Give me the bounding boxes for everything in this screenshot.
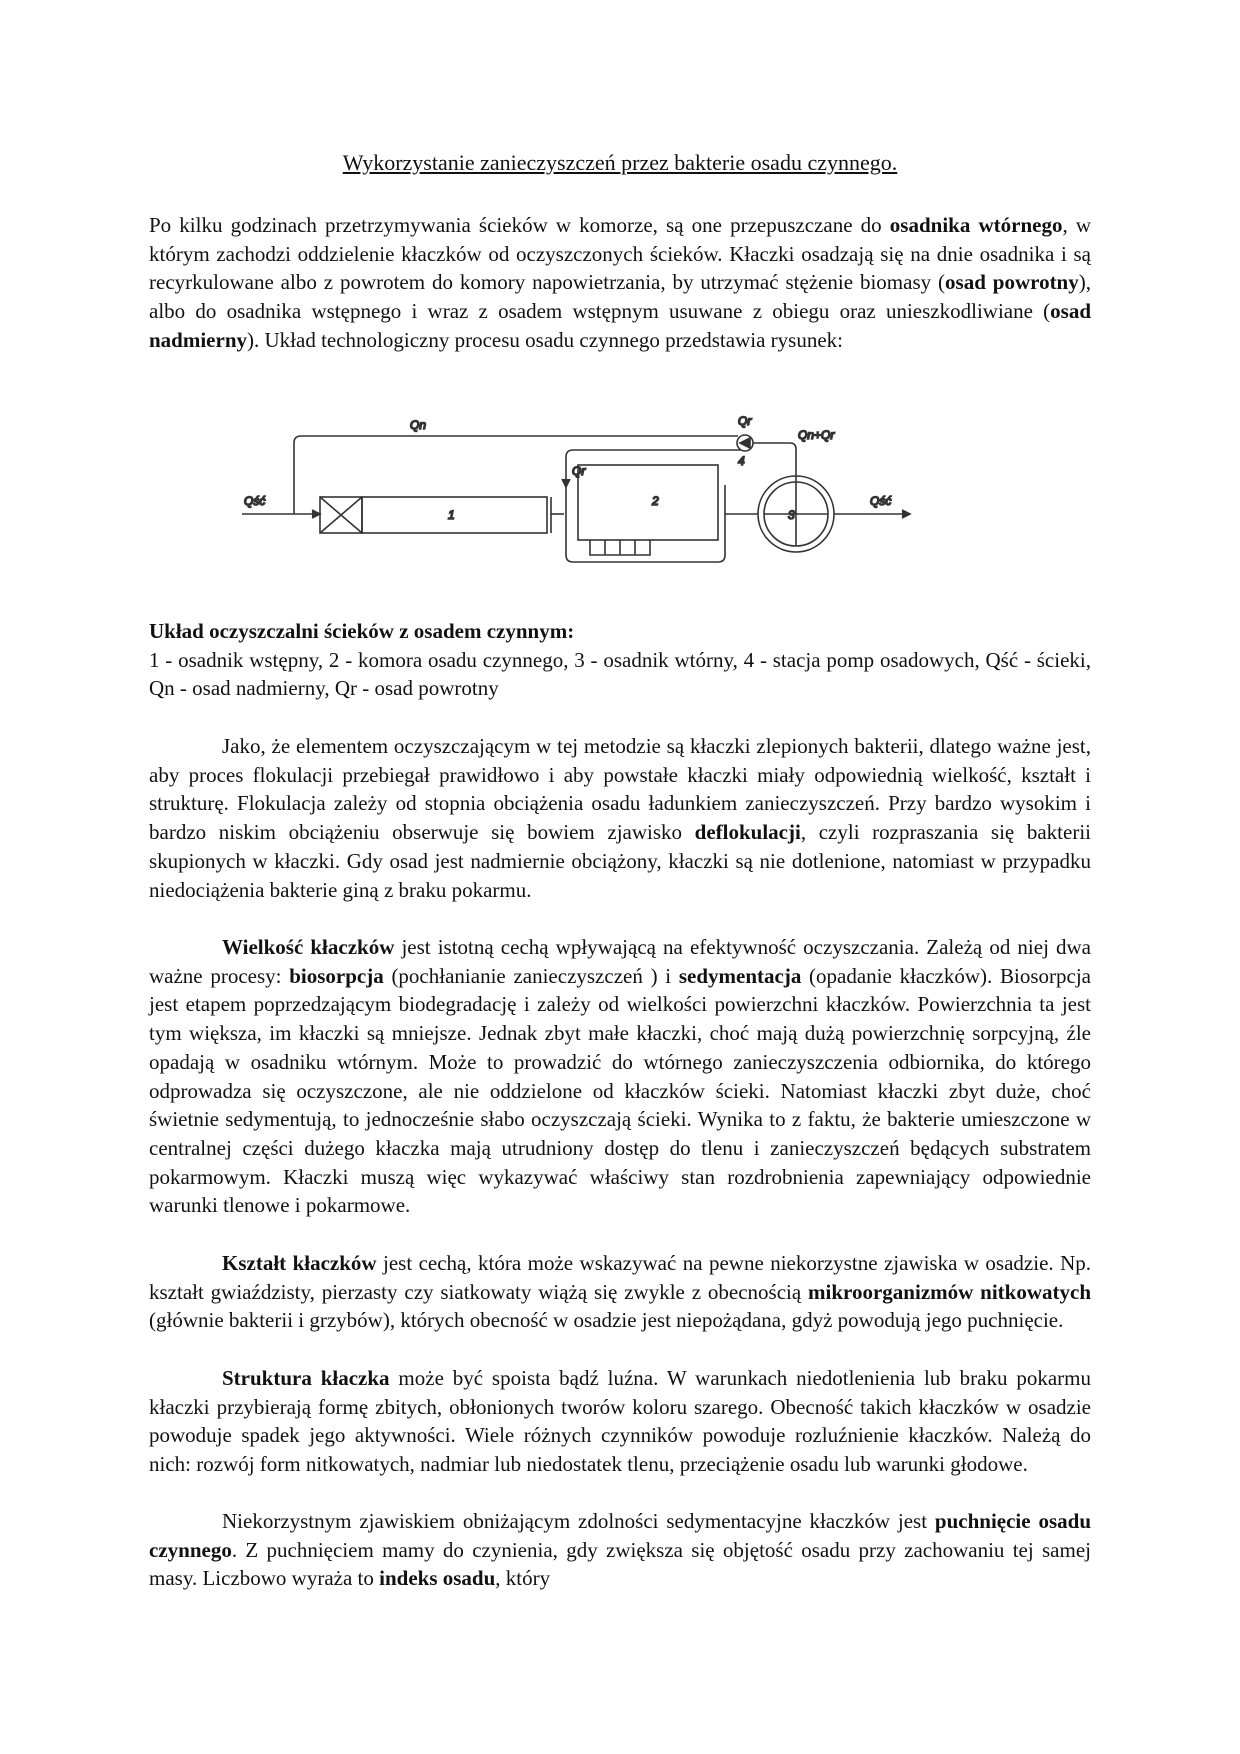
label-unit-2: 2 bbox=[652, 494, 659, 508]
text-run: ), albo do osadnika wstępnego i wraz z osadem wstępnym usuwane z obiegu oraz unieszkodliwiane ( bbox=[149, 270, 1091, 324]
bold-term: Struktura kłaczka bbox=[222, 1366, 390, 1390]
return-sludge-line bbox=[566, 450, 740, 485]
bold-term: biosorpcja bbox=[289, 963, 384, 988]
label-unit-3: 3 bbox=[788, 508, 795, 522]
text-run: , w którym zachodzi oddzielenie kłaczków od oczyszczonych ścieków. Kłaczki osadzają się na dnie osadnika i są recyrkulowane albo z powrotem do komory napowietrzania, by utrzymać stężenie biomasy ( bbox=[149, 213, 1092, 295]
bold-term: osadnika wtórnego bbox=[889, 213, 1063, 237]
bold-term: osad powrotny bbox=[945, 270, 1079, 295]
text-run: 1 - osadnik wstępny, 2 - komora osadu czynnego, 3 - osadnik wtórny, 4 - stacja pomp osadowych, Qść - ścieki, Qn - osad nadmierny, Qr - osad powrotny bbox=[149, 647, 1091, 701]
bold-term: Wielkość kłaczków bbox=[222, 935, 395, 959]
label-qsc-out: Qść bbox=[870, 494, 892, 508]
bold-term: sedymentacja bbox=[678, 963, 802, 988]
label-unit-1: 1 bbox=[448, 508, 455, 522]
text-run: Niekorzystnym zjawiskiem obniżającym zdolności sedymentacyjne kłaczków jest bbox=[222, 1509, 935, 1533]
text-run: (opadanie kłaczków). Biosorpcja jest etapem poprzedzającym biodegradację i zależy od wielkości powierzchni kłaczków. Powierzchnia ta jest tym większa, im kłaczki są mniejsze. Jednak zbyt małe kłaczki, choć mają dużą powierzchnię sorpcyjną, źle opadają w osadniku wtórnym. Może to prowadzić do wtórnego zanieczyszczenia odbiornika, do którego odprowadza się oczyszczone, ale nie oddzielone od kłaczków ścieki. Natomiast kłaczki zbyt duże, choć świetnie sedymentują, to jednocześnie słabo oczyszczają ścieki. Wynika to z faktu, że bakterie umieszczone w centralnej części dużego kłaczka mają utrudniony dostęp do tlenu i zanieczyszczeń będących substratem pokarmowym. Kłaczki muszą więc wykazywać właściwy stan rozdrobnienia zapewniający odpowiednie warunki tlenowe i pokarmowe. bbox=[149, 963, 1091, 1218]
text-run: (pochłanianie zanieczyszczeń ) i bbox=[383, 963, 679, 988]
bold-term: Układ oczyszczalni ścieków z osadem czynnym: bbox=[149, 619, 575, 643]
treatment-plant-diagram bbox=[230, 405, 930, 575]
bold-term: puchnięcie osadu czynnego bbox=[149, 1509, 1091, 1562]
paragraph-floc-shape bbox=[149, 1249, 1091, 1335]
paragraph-floc-size bbox=[149, 933, 1091, 1220]
bold-term: osad nadmierny bbox=[149, 299, 1091, 352]
text-run: jest cechą, która może wskazywać na pewne niekorzystne zjawiska w osadzie. Np. kształt gwiaździsty, pierzasty czy siatkowaty wiążą się zwykle z obecnością bbox=[149, 1251, 1091, 1304]
paragraph-floc-structure bbox=[149, 1364, 1091, 1479]
label-qr-top: Qr bbox=[738, 414, 752, 428]
label-qsc-in: Qść bbox=[244, 494, 266, 508]
document-title: Wykorzystanie zanieczyszczeń przez bakterie osadu czynnego. bbox=[342, 150, 898, 175]
bold-term: deflokulacji bbox=[694, 820, 801, 845]
bold-term: Kształt kłaczków bbox=[222, 1251, 377, 1275]
text-run: jest istotną cechą wpływającą na efektywność oczyszczania. Zależą od niej dwa ważne procesy: bbox=[149, 935, 1091, 988]
label-qn-qr: Qn+Qr bbox=[798, 428, 835, 442]
text-run: Po kilku godzinach przetrzymywania ścieków w komorze, są one przepuszczane do bbox=[149, 213, 890, 237]
excess-sludge-line bbox=[294, 436, 738, 514]
text-run: , czyli rozpraszania się bakterii skupionych w kłaczki. Gdy osad jest nadmiernie obciążony, kłaczki są nie dotlenione, natomiast w przypadku niedociążenia bakterie giną z braku pokarmu. bbox=[149, 820, 1091, 902]
label-qn: Qn bbox=[410, 418, 427, 432]
diagram-caption bbox=[149, 617, 1091, 703]
bold-term: indeks osadu bbox=[379, 1566, 496, 1591]
text-run: ). Układ technologiczny procesu osadu czynnego przedstawia rysunek: bbox=[247, 327, 843, 352]
text-run: może być spoista bądź luźna. W warunkach niedotlenienia lub braku pokarmu kłaczki przybierają formę zbitych, obłonionych tworów koloru szarego. Obecność takich kłaczków w osadzie powoduje spadek jego aktywności. Wiele różnych czynników powoduje rozluźnienie kłaczków. Należą do nich: rozwój form nitkowatych, nadmiar lub niedostatek tlenu, przeciążenie osadu lub warunki głodowe. bbox=[149, 1366, 1091, 1477]
paragraph-bulking bbox=[149, 1507, 1091, 1593]
label-qr-down: Qr bbox=[572, 464, 586, 478]
text-run: , który bbox=[495, 1566, 551, 1591]
paragraph-intro bbox=[149, 211, 1091, 355]
bold-term: mikroorganizmów nitkowatych bbox=[808, 1279, 1091, 1304]
text-run: Jako, że elementem oczyszczającym w tej metodzie są kłaczki zlepionych bakterii, dlatego ważne jest, aby proces flokulacji przebiegał prawidłowo i aby powstałe kłaczki miały odpowiednią wielkość, kształt i strukturę. Flokulacja zależy od stopnia obciążenia osadu ładunkiem zanieczyszczeń. Przy bardzo wysokim i bardzo niskim obciążeniu obserwuje się bowiem zjawisko bbox=[149, 734, 1091, 845]
paragraph-flocculation bbox=[149, 732, 1091, 904]
text-run: (głównie bakterii i grzybów), których obecność w osadzie jest niepożądana, gdyż powodują jego puchnięcie. bbox=[149, 1308, 1064, 1333]
label-unit-4: 4 bbox=[738, 454, 745, 468]
text-run: . Z puchnięciem mamy do czynienia, gdy zwiększa się objętość osadu przy zachowaniu tej samej masy. Liczbowo wyraża to bbox=[149, 1537, 1091, 1591]
